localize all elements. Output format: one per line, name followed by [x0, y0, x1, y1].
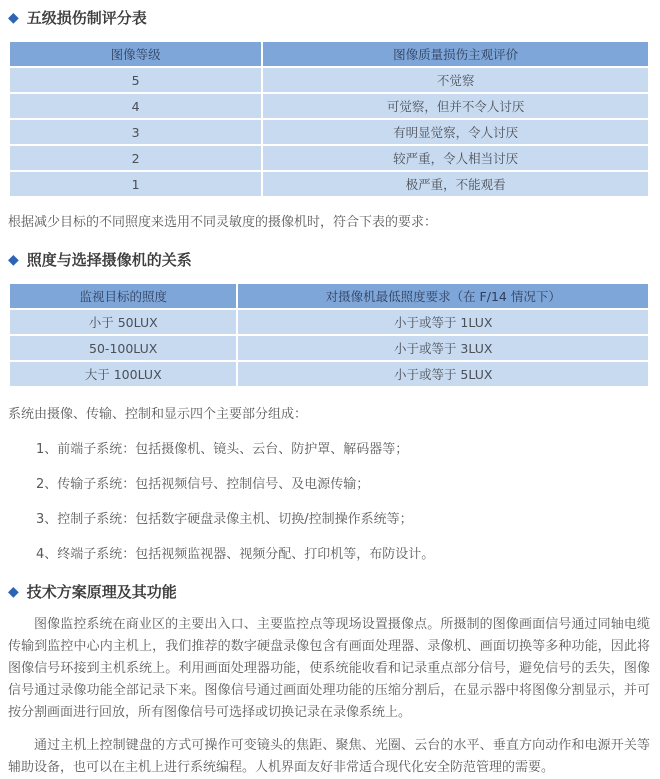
table-header-row — [10, 42, 648, 66]
table-cell: 小于或等于 1LUX — [238, 310, 648, 334]
table-cell: 有明显觉察，令人讨厌 — [263, 120, 648, 144]
table-row — [10, 146, 648, 170]
table-cell: 小于 50LUX — [10, 310, 236, 334]
section-title-damage-table — [8, 8, 650, 28]
table-cell: 小于或等于 3LUX — [238, 336, 648, 360]
note-paragraph: 根据减少目标的不同照度来选用不同灵敏度的摄像机时，符合下表的要求： — [8, 215, 438, 230]
table-cell: 极严重，不能观看 — [263, 172, 648, 196]
system-intro-paragraph: 系统由摄像、传输、控制和显示四个主要部分组成： — [8, 407, 308, 422]
table-row — [10, 68, 648, 92]
table-row — [10, 120, 648, 144]
subsystem-item: 2、传输子系统：包括视频信号、控制信号、及电源传输； — [36, 477, 370, 492]
section-title-text: 照度与选择摄像机的关系 — [26, 251, 192, 269]
table-cell: 50-100LUX — [10, 336, 236, 360]
diamond-bullet-icon: ◆ — [8, 10, 19, 26]
principle-paragraph: 通过主机上控制键盘的方式可操作可变镜头的焦距、聚焦、光圈、云台的水平、垂直方向动作和电源开关等辅助设备，也可以在主机上进行系统编程。人机界面友好非常适合现代化安全防范管理的需要。 — [8, 738, 650, 775]
section-title-illumination — [8, 250, 650, 270]
table-cell: 小于或等于 5LUX — [238, 362, 648, 386]
subsystem-item: 1、前端子系统：包括摄像机、镜头、云台、防护罩、解码器等； — [36, 442, 409, 457]
table-header-cell: 图像质量损伤主观评价 — [263, 42, 648, 66]
table-cell: 可觉察，但并不令人讨厌 — [263, 94, 648, 118]
table-row — [10, 336, 648, 360]
table-row — [10, 94, 648, 118]
table-header-cell: 图像等级 — [10, 42, 261, 66]
table-cell: 5 — [10, 68, 261, 92]
table-cell: 不觉察 — [263, 68, 648, 92]
table-cell: 较严重，令人相当讨厌 — [263, 146, 648, 170]
table-cell: 大于 100LUX — [10, 362, 236, 386]
section-title-text: 技术方案原理及其功能 — [26, 583, 177, 601]
section-title-principle — [8, 582, 650, 602]
table-row — [10, 172, 648, 196]
table-header-cell: 对摄像机最低照度要求（在 F/14 情况下） — [238, 284, 648, 308]
table-header-cell: 监视目标的照度 — [10, 284, 236, 308]
table-cell: 2 — [10, 146, 261, 170]
illumination-table — [8, 282, 650, 388]
table-header-row — [10, 284, 648, 308]
table-row — [10, 310, 648, 334]
damage-rating-table — [8, 40, 650, 198]
diamond-bullet-icon: ◆ — [8, 252, 19, 268]
table-cell: 1 — [10, 172, 261, 196]
table-row — [10, 362, 648, 386]
principle-paragraph: 图像监控系统在商业区的主要出入口、主要监控点等现场设置摄像点。所摄制的图像画面信号通过同轴电缆传输到监控中心内主机上，我们推荐的数字硬盘录像包含有画面处理器、录像机、画面切换等多种功能，因此将图像信号环接到主机系统上。利用画面处理器功能，使系统能收看和记录重点部分信号，避免信号的丢失，图像信号通过录像功能全部记录下来。图像信号通过画面处理功能的压缩分割后，在显示器中将图像分割显示，并可按分割画面进行回放，所有图像信号可选择或切换记录在录像系统上。 — [8, 617, 650, 720]
table-cell: 3 — [10, 120, 261, 144]
diamond-bullet-icon: ◆ — [8, 584, 19, 600]
section-title-text: 五级损伤制评分表 — [26, 9, 147, 27]
table-cell: 4 — [10, 94, 261, 118]
subsystem-item: 3、控制子系统：包括数字硬盘录像主机、切换/控制操作系统等； — [36, 512, 413, 527]
subsystem-item: 4、终端子系统：包括视频监视器、视频分配、打印机等，布防设计。 — [36, 547, 435, 562]
